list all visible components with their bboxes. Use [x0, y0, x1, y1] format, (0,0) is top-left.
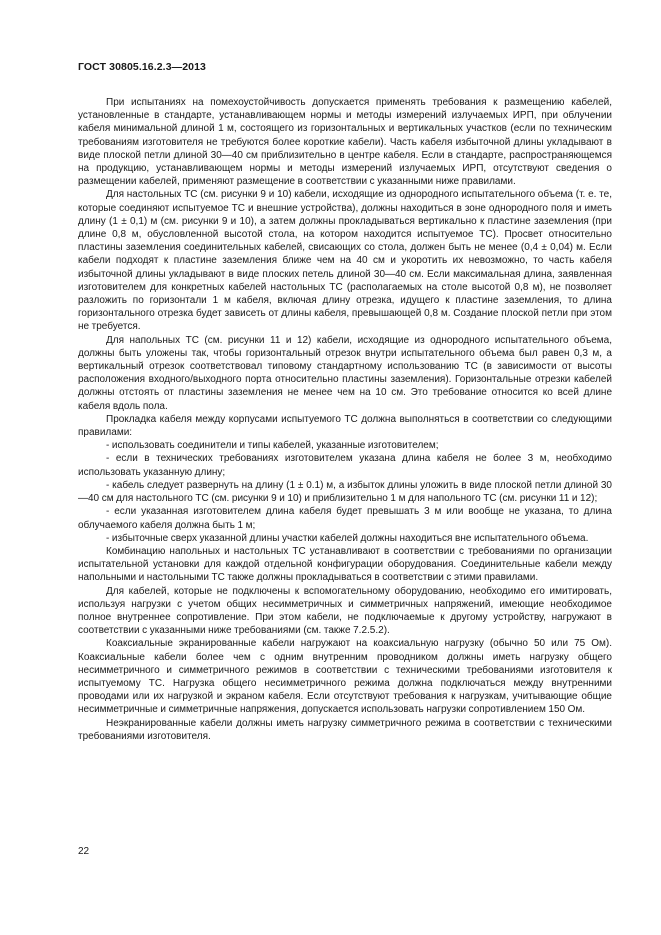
paragraph: Для настольных ТС (см. рисунки 9 и 10) кабели, исходящие из однородного испытательного объема (т. е. те, которые соединяют испытуемое ТС и внешние устройства), должны находиться в зоне однородного поля и иметь длину (1 ± 0,1) м (см. рисунки 9 и 10), а затем должны прокладываться вертикально к пластине заземления (при длине 0,8 м, обусловленной высотой стола, на котором находится испытуемое ТС). Просвет относительно пластины заземления соединительных кабелей, свисающих со стола, должен быть не менее (0,4 ± 0,04) м. Если кабели подходят к пластине заземления ближе чем на 40 см и укоротить их невозможно, то часть кабеля избыточной длины укладывают в виде плоских петель длиной 30—40 см. Если максимальная длина, заявленная изготовителем для конкретных кабелей настольных ТС (располагаемых на столе высотой 0,8 м), не позволяет разложить по горизонтали 1 м кабеля, включая длину отрезка, идущего к пластине заземления, то длина горизонтального отрезка будет зависеть от длины кабеля, превышающей 0,8 м. Создание плоской петли при этом не требуется. — [78, 189, 612, 333]
list-item: - кабель следует развернуть на длину (1 ± 0.1) м, а избыток длины уложить в виде плоской петли длиной 30—40 см для настольного ТС (см. рисунки 9 и 10) и приблизительно 1 м для напольного ТС (см. рисунки 11 и 12); — [78, 479, 612, 505]
paragraph: Комбинацию напольных и настольных ТС устанавливают в соответствии с требованиями по организации испытательной установки для каждой отдельной конфигурации оборудования. Соединительные кабели между напольными и настольными ТС также должны прокладываться в соответствии с этими правилами. — [78, 545, 612, 584]
list-item: - использовать соединители и типы кабелей, указанные изготовителем; — [106, 440, 439, 452]
paragraph: Для напольных ТС (см. рисунки 11 и 12) кабели, исходящие из однородного испытательного объема, должны быть уложены так, чтобы горизонтальный отрезок внутри испытательного объема был равен 0,3 м, а вертикальный отрезок соответствовал типовому стандартному использованию ТС (в зависимости от высоты расположения входного/выходного порта относительно пластины заземления). Горизонтальные отрезки кабелей должны отстоять от пластины заземления не менее чем на 10 см. Это требование относится ко всей длине кабеля вдоль пола. — [78, 334, 612, 412]
list-item: - если в технических требованиях изготовителем указана длина кабеля не более 3 м, необходимо использовать указанную длину; — [78, 453, 612, 478]
paragraph: Неэкранированные кабели должны иметь нагрузку симметричного режима в соответствии с техническими требованиями изготовителя. — [78, 717, 612, 742]
body-text — [78, 96, 612, 743]
list-item: - если указанная изготовителем длина кабеля будет превышать 3 м или вообще не указана, то длина облучаемого кабеля должна быть 1 м; — [78, 506, 612, 531]
list-item: - избыточные сверх указанной длины участки кабелей должны находиться вне испытательного объема. — [106, 532, 589, 544]
paragraph: Прокладка кабеля между корпусами испытуемого ТС должна выполняться в соответствии со следующими правилами: — [78, 413, 612, 439]
standard-header: ГОСТ 30805.16.2.3—2013 — [78, 61, 206, 73]
page-number: 22 — [78, 846, 90, 857]
paragraph: Для кабелей, которые не подключены к вспомогательному оборудованию, необходимо его имитировать, используя нагрузки с учетом общих несимметричных и симметричных напряжений, имеющие необходимое полное внутреннее сопротивление. При этом кабели, не подключаемые к другому устройству, нагружают в соответствии с указанными ниже требованиями (см. также 7.2.5.2). — [78, 585, 612, 637]
paragraph: Коаксиальные экранированные кабели нагружают на коаксиальную нагрузку (обычно 50 или 75 Ом). Коаксиальные кабели более чем с одним внутренним проводником должны иметь нагрузку общего несимметричного и симметричного режимов в соответствии с техническими требованиями изготовителя к испытуемому ТС. Нагрузка общего несимметричного режима должна подключаться между внутренними проводами или их нагрузкой и экраном кабеля. Если отсутствуют требования к нагрузкам, учитывающие общие несимметричные и симметричные напряжения, допускается использовать нагрузки сопротивлением 150 Ом. — [78, 638, 612, 716]
paragraph: При испытаниях на помехоустойчивость допускается применять требования к размещению кабелей, установленные в стандарте, устанавливающем нормы и методы измерений излучаемых ИРП, при облучении кабеля минимальной длиной 1 м, состоящего из горизонтальных и вертикальных участков (если по техническим требованиям изготовителя не требуются более короткие кабели). Часть кабеля избыточной длины укладывают в виде плоской петли длиной 30—40 см приблизительно в центре кабеля. Если в стандарте, распространяющемся на продукцию, устанавливающем нормы и методы измерений излучаемых ИРП, отсутствуют сведения о размещении кабелей, применяют размещение в соответствии с указанными ниже правилами. — [78, 97, 612, 188]
